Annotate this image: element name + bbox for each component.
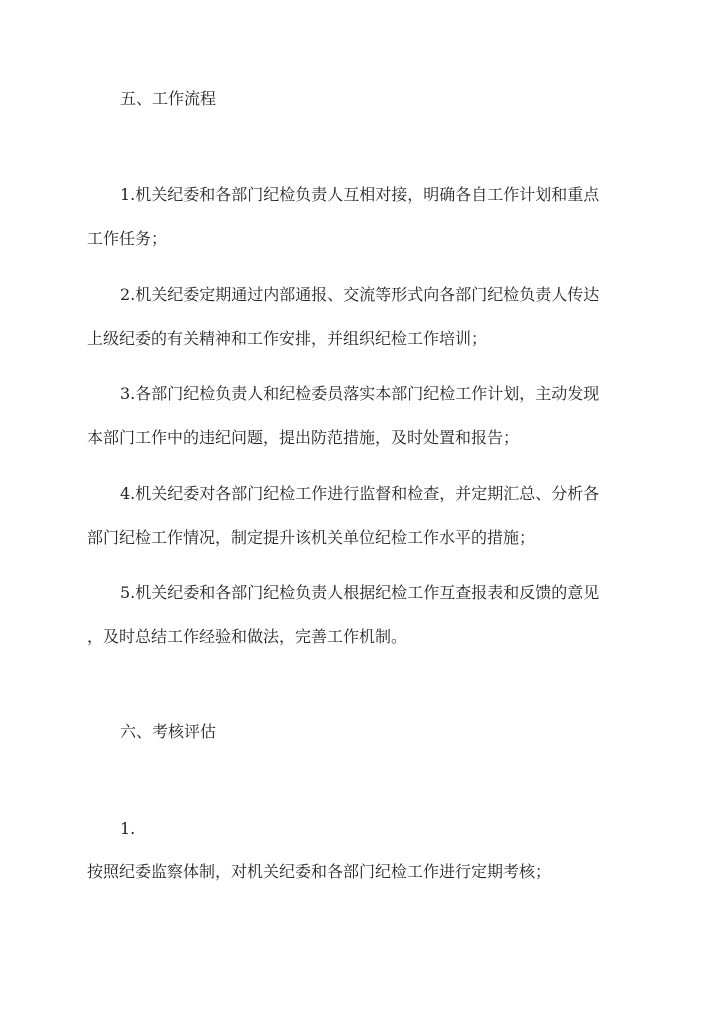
workflow-item-3-line-2: 本部门工作中的违纪问题，提出防范措施，及时处置和报告； xyxy=(87,428,520,447)
workflow-item-2-line-2: 上级纪委的有关精神和工作安排，并组织纪检工作培训； xyxy=(87,329,488,348)
workflow-item-5-line-1: 5.机关纪委和各部门纪检负责人根据纪检工作互查报表和反馈的意见 xyxy=(120,583,600,602)
assessment-item-1-text: 按照纪委监察体制，对机关纪委和各部门纪检工作进行定期考核； xyxy=(87,862,552,881)
workflow-item-5-line-2: ，及时总结工作经验和做法，完善工作机制。 xyxy=(87,627,408,646)
workflow-item-1-line-1: 1.机关纪委和各部门纪检负责人互相对接，明确各自工作计划和重点 xyxy=(120,185,600,204)
workflow-item-2-line-1: 2.机关纪委定期通过内部通报、交流等形式向各部门纪检负责人传达 xyxy=(120,285,600,304)
workflow-item-4-line-2: 部门纪检工作情况，制定提升该机关单位纪检工作水平的措施； xyxy=(87,528,536,547)
assessment-item-1-number: 1. xyxy=(120,819,136,838)
workflow-item-4-line-1: 4.机关纪委对各部门纪检工作进行监督和检查，并定期汇总、分析各 xyxy=(120,484,600,503)
workflow-item-1-line-2: 工作任务； xyxy=(87,229,168,248)
section-heading-workflow: 五、工作流程 xyxy=(120,89,217,108)
section-heading-assessment: 六、考核评估 xyxy=(120,722,217,741)
workflow-item-3-line-1: 3.各部门纪检负责人和纪检委员落实本部门纪检工作计划，主动发现 xyxy=(120,384,600,403)
